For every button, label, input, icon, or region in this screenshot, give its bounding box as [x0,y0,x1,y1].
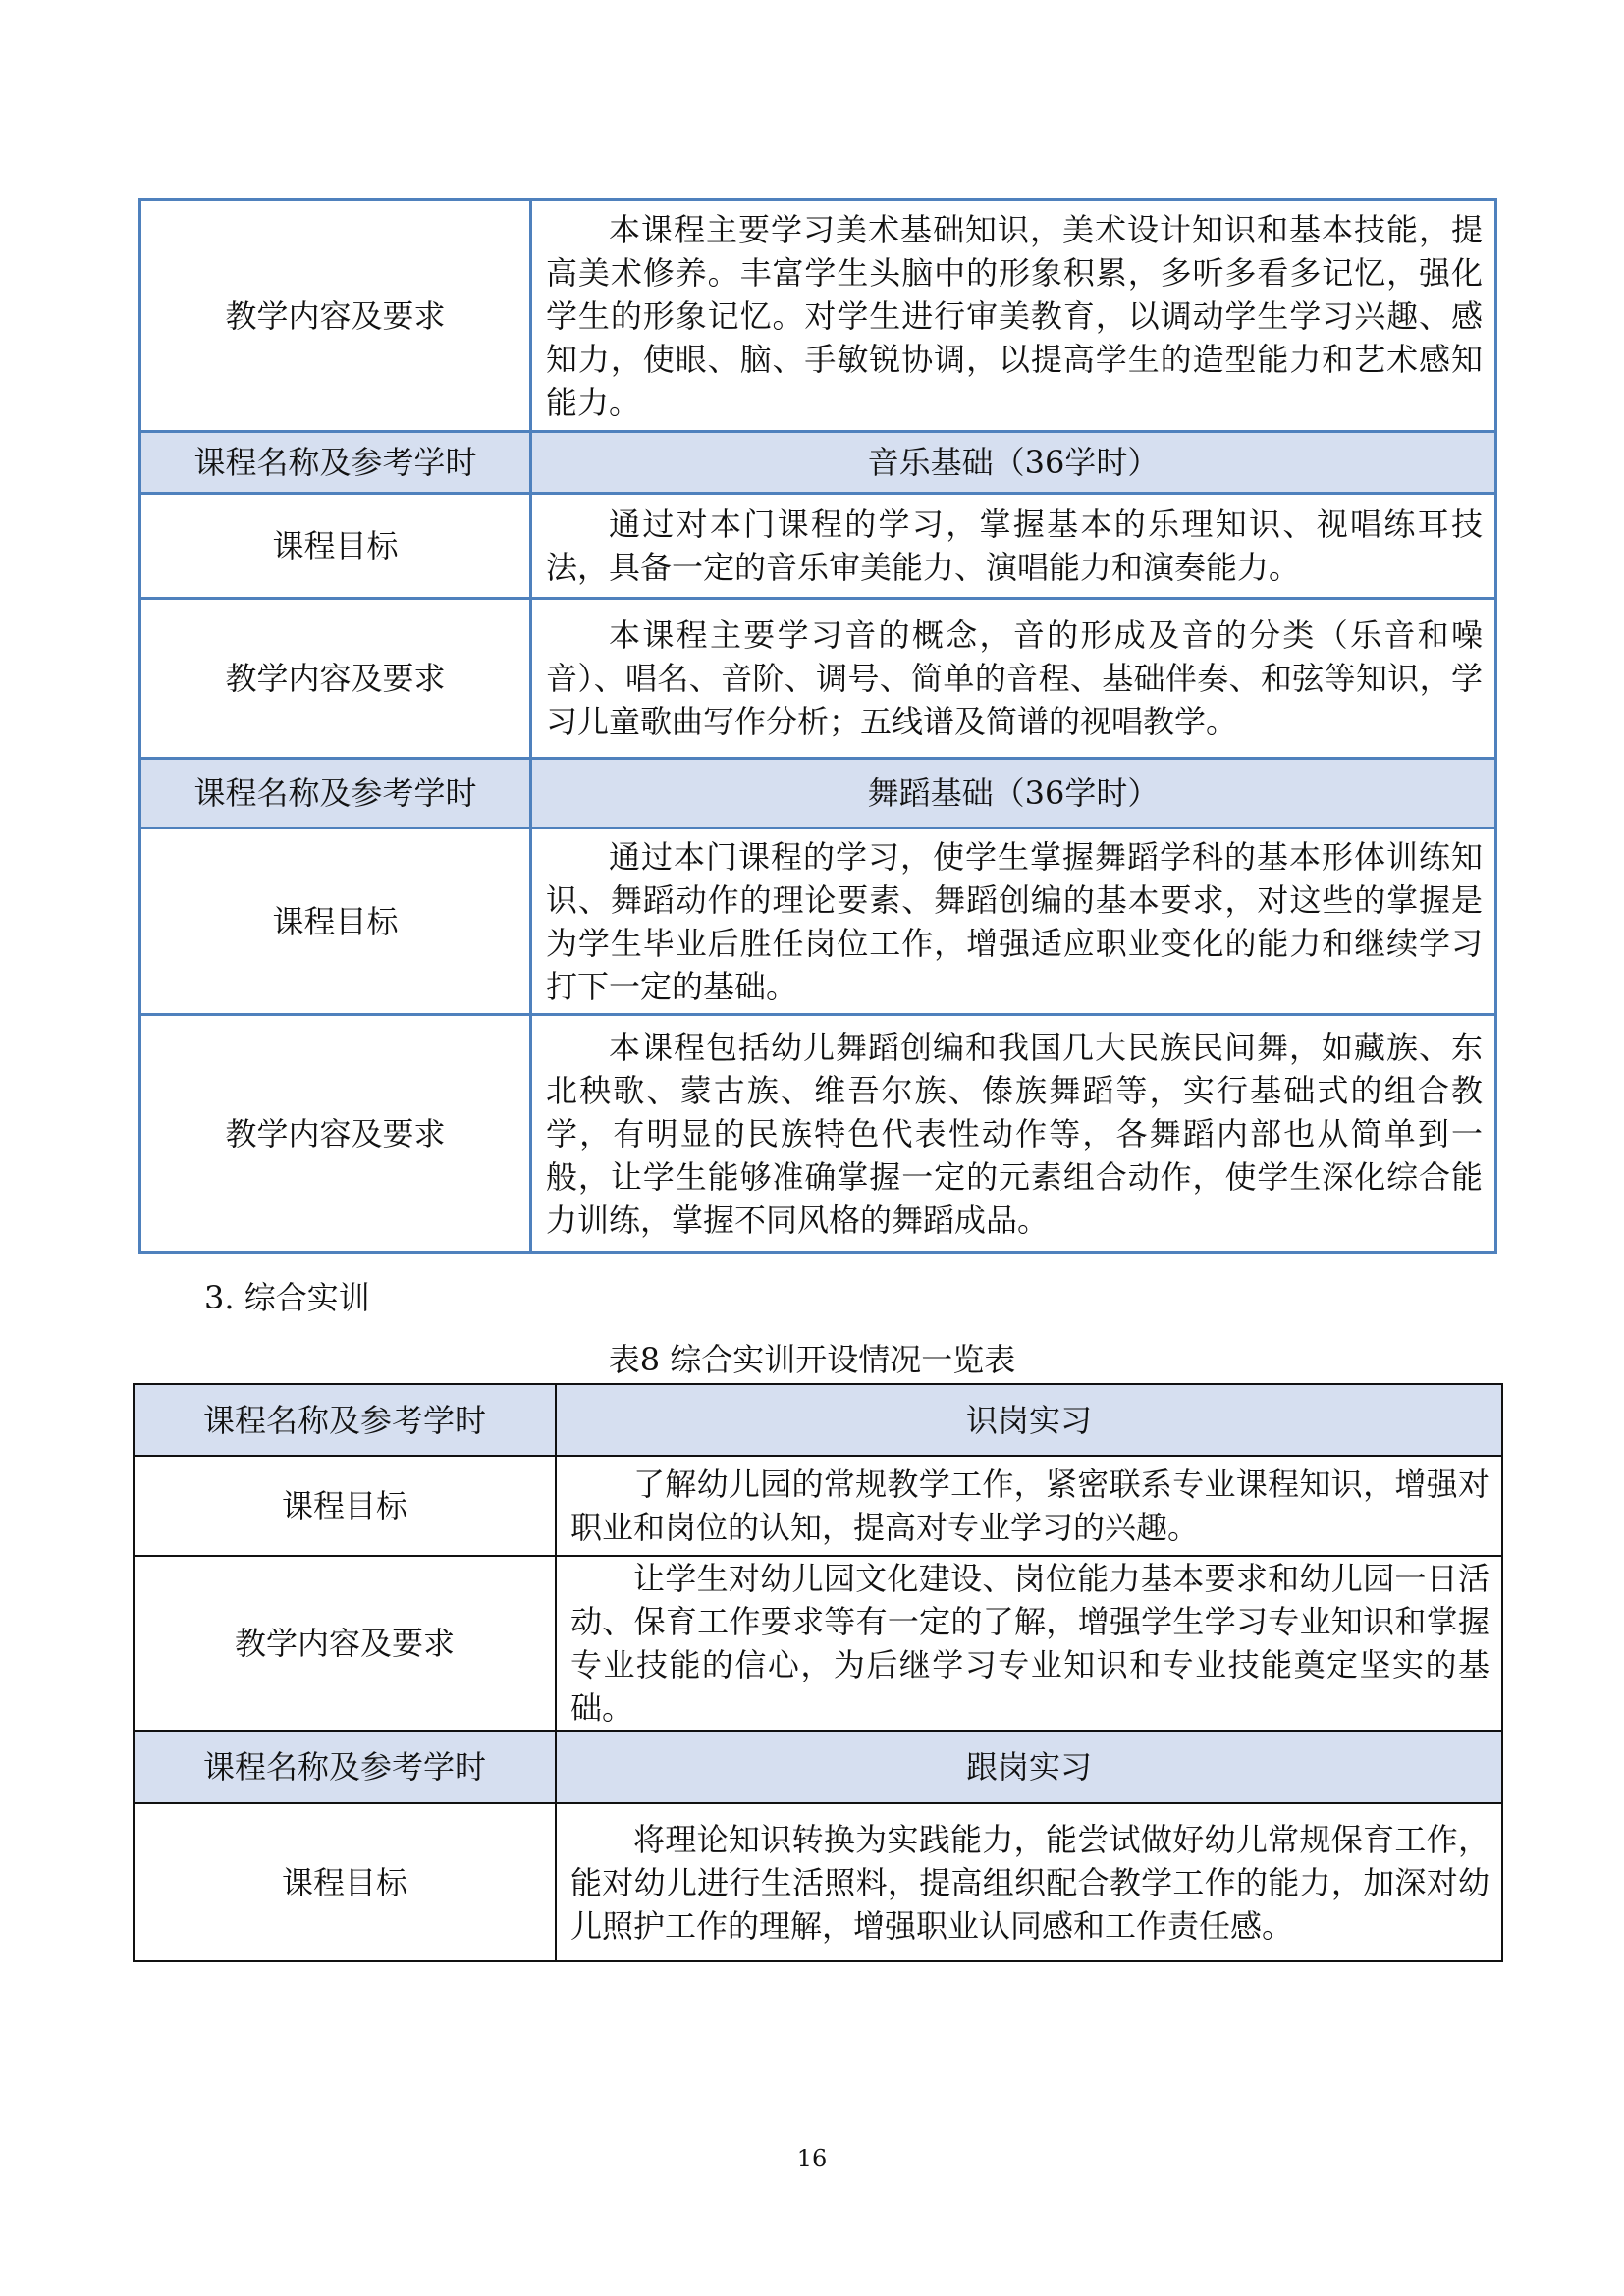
table-row [134,1803,1502,1961]
row-text: 让学生对幼儿园文化建设、岗位能力基本要求和幼儿园一日活动、保育工作要求等有一定的了解，增强学生学习专业知识和掌握专业技能的信心，为后继学习专业知识和专业技能奠定坚实的基础。 [556,1556,1502,1731]
table-row [140,828,1496,1015]
course-table-continued [138,198,1497,1254]
row-text: 通过对本门课程的学习，掌握基本的乐理知识、视唱练耳技法，具备一定的音乐审美能力、演唱能力和演奏能力。 [531,494,1496,599]
header-label: 课程名称及参考学时 [140,759,531,828]
header-label: 课程名称及参考学时 [134,1731,556,1803]
row-text: 了解幼儿园的常规教学工作，紧密联系专业课程知识，增强对职业和岗位的认知，提高对专业学习的兴趣。 [556,1456,1502,1556]
row-label: 教学内容及要求 [140,1015,531,1253]
course-name: 识岗实习 [556,1384,1502,1456]
table-row [140,200,1496,432]
row-text: 将理论知识转换为实践能力，能尝试做好幼儿常规保育工作，能对幼儿进行生活照料，提高组织配合教学工作的能力，加深对幼儿照护工作的理解，增强职业认同感和工作责任感。 [556,1803,1502,1961]
table-row [140,494,1496,599]
course-header-row [134,1731,1502,1803]
course-header-row [140,759,1496,828]
row-label: 课程目标 [140,494,531,599]
table-row [134,1556,1502,1731]
header-label: 课程名称及参考学时 [134,1384,556,1456]
course-header-row [140,432,1496,494]
table-row [140,599,1496,759]
section-heading: 3. 综合实训 [204,1279,370,1316]
row-label: 教学内容及要求 [140,599,531,759]
row-text: 通过本门课程的学习，使学生掌握舞蹈学科的基本形体训练知识、舞蹈动作的理论要素、舞蹈创编的基本要求，对这些的掌握是为学生毕业后胜任岗位工作，增强适应职业变化的能力和继续学习打下一定的基础。 [531,828,1496,1015]
row-label: 教学内容及要求 [140,200,531,432]
table-row [134,1456,1502,1556]
course-name: 音乐基础（36学时） [531,432,1496,494]
row-label: 教学内容及要求 [134,1556,556,1731]
course-header-row [134,1384,1502,1456]
row-label: 课程目标 [134,1456,556,1556]
table-caption: 表8 综合实训开设情况一览表 [608,1341,1016,1378]
table-row [140,1015,1496,1253]
page-number: 16 [796,2145,828,2172]
header-label: 课程名称及参考学时 [140,432,531,494]
row-label: 课程目标 [140,828,531,1015]
row-label: 课程目标 [134,1803,556,1961]
course-name: 跟岗实习 [556,1731,1502,1803]
practical-training-table [133,1383,1503,1962]
row-text: 本课程主要学习音的概念，音的形成及音的分类（乐音和噪音）、唱名、音阶、调号、简单的音程、基础伴奏、和弦等知识，学习儿童歌曲写作分析；五线谱及简谱的视唱教学。 [531,599,1496,759]
course-name: 舞蹈基础（36学时） [531,759,1496,828]
row-text: 本课程主要学习美术基础知识，美术设计知识和基本技能，提高美术修养。丰富学生头脑中的形象积累，多听多看多记忆，强化学生的形象记忆。对学生进行审美教育，以调动学生学习兴趣、感知力，使眼、脑、手敏锐协调，以提高学生的造型能力和艺术感知能力。 [531,200,1496,432]
row-text: 本课程包括幼儿舞蹈创编和我国几大民族民间舞，如藏族、东北秧歌、蒙古族、维吾尔族、傣族舞蹈等，实行基础式的组合教学，有明显的民族特色代表性动作等，各舞蹈内部也从简单到一般，让学生能够准确掌握一定的元素组合动作，使学生深化综合能力训练，掌握不同风格的舞蹈成品。 [531,1015,1496,1253]
